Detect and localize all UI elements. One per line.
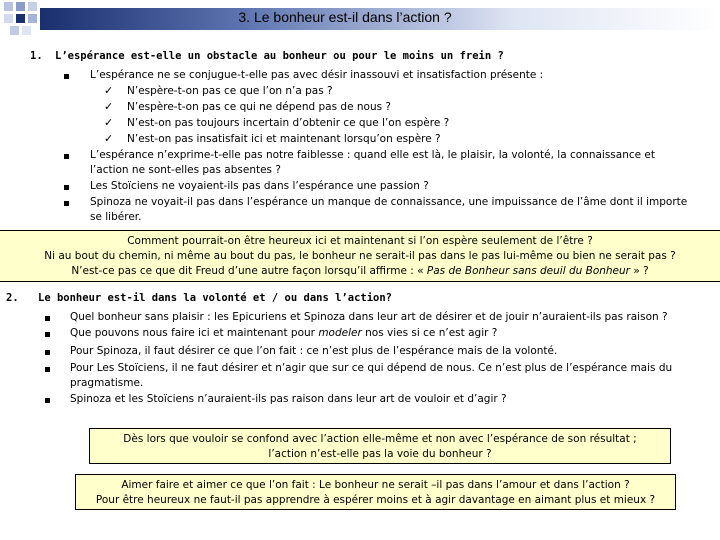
bullet-marker	[64, 201, 69, 206]
box2-line-2: l’action n’est-elle pas la voie du bonheur ?	[268, 448, 492, 460]
box1-line-1: Comment pourrait-on être heureux ici et maintenant si l’on espère seulement de l’être ?	[127, 235, 593, 247]
section1-bullet-4-cont: se libérer.	[90, 211, 142, 223]
conclusion-box	[89, 428, 671, 464]
check-icon: ✓	[104, 84, 114, 97]
section1-heading: L’espérance est-elle un obstacle au bonheur ou pour le moins un frein ?	[55, 50, 504, 62]
bullet-marker	[45, 332, 50, 337]
bullet-marker	[64, 154, 69, 159]
section2-heading: Le bonheur est-il dans la volonté et / ou dans l’action?	[38, 292, 393, 304]
question-box	[0, 230, 720, 282]
bullet-marker	[45, 367, 50, 372]
section1-bullet-4: Spinoza ne voyait-il pas dans l’espérance un manque de connaissance, une impuissance de l’âme dont il importe	[90, 196, 688, 208]
check-icon: ✓	[104, 132, 114, 145]
section1-bullet-3: Les Stoïciens ne voyaient-ils pas dans l’espérance une passion ?	[90, 180, 429, 192]
section1-check-2: N’espère-t-on pas ce qui ne dépend pas de nous ?	[127, 101, 391, 113]
check-icon: ✓	[104, 100, 114, 113]
section2-bullet-5: Spinoza et les Stoïciens n’auraient-ils pas raison dans leur art de vouloir et d’agir ?	[70, 393, 507, 405]
section2-bullet-3: Pour Spinoza, il faut désirer ce que l’on fait : ce n’est plus de l’espérance mais de la volonté.	[70, 345, 558, 357]
section2-bullet-2: Que pouvons nous faire ici et maintenant pour modeler nos vies si ce n’est agir ?	[70, 327, 498, 339]
section1-number: 1.	[30, 50, 43, 62]
bullet-marker	[45, 316, 50, 321]
slide-title: 3. Le bonheur est-il dans l’action ?	[238, 9, 452, 25]
bullet-marker	[64, 185, 69, 190]
section1-bullet-1: L’espérance ne se conjugue-t-elle pas avec désir inassouvi et insatisfaction présente :	[90, 69, 544, 81]
bullet-marker	[64, 74, 69, 79]
section1-bullet-2-cont: l’action ne sont-elles pas absentes ?	[90, 164, 281, 176]
section1-check-1: N’espère-t-on pas ce que l’on n’a pas ?	[127, 85, 333, 97]
box1-line-3: N’est-ce pas ce que dit Freud d’une autre façon lorsqu’il affirme : « Pas de Bonheur sans deuil du Bonheur » ?	[71, 265, 649, 277]
section1-bullet-2: L’espérance n’exprime-t-elle pas notre faiblesse : quand elle est là, le plaisir, la volonté, la connaissance et	[90, 149, 656, 161]
section2-bullet-4: Pour Les Stoïciens, il ne faut désirer et n’agir que sur ce qui dépend de nous. Ce n’est plus de l’espérance mais du	[70, 362, 673, 374]
check-icon: ✓	[104, 116, 114, 129]
section2-number: 2.	[6, 292, 19, 304]
bullet-marker	[45, 398, 50, 403]
section1-check-4: N’est-on pas insatisfait ici et maintenant lorsqu’on espère ?	[127, 133, 441, 145]
freud-quote: Pas de Bonheur sans deuil du Bonheur	[426, 265, 630, 277]
final-box	[75, 474, 676, 510]
section2-bullet-4-cont: pragmatisme.	[70, 377, 144, 389]
bullet-marker	[45, 350, 50, 355]
box3-line-2: Pour être heureux ne faut-il pas apprendre à espérer moins et à agir davantage en aimant plus et mieux ?	[95, 494, 656, 506]
box2-line-1: Dès lors que vouloir se confond avec l’action elle-même et non avec l’espérance de son résultat ;	[123, 433, 637, 445]
box1-line-2: Ni au bout du chemin, ni même au bout du pas, le bonheur ne serait-il pas dans le pas lui-même ou bien ne serait pas ?	[44, 250, 676, 262]
section1-check-3: N’est-on pas toujours incertain d’obtenir ce que l’on espère ?	[127, 117, 450, 129]
box3-line-1: Aimer faire et aimer ce que l’on fait : Le bonheur ne serait –il pas dans l’amour et dans l’action ?	[121, 479, 630, 491]
section2-bullet-1: Quel bonheur sans plaisir : les Epicuriens et Spinoza dans leur art de désirer et de jouir n’auraient-ils pas raison ?	[70, 311, 668, 323]
